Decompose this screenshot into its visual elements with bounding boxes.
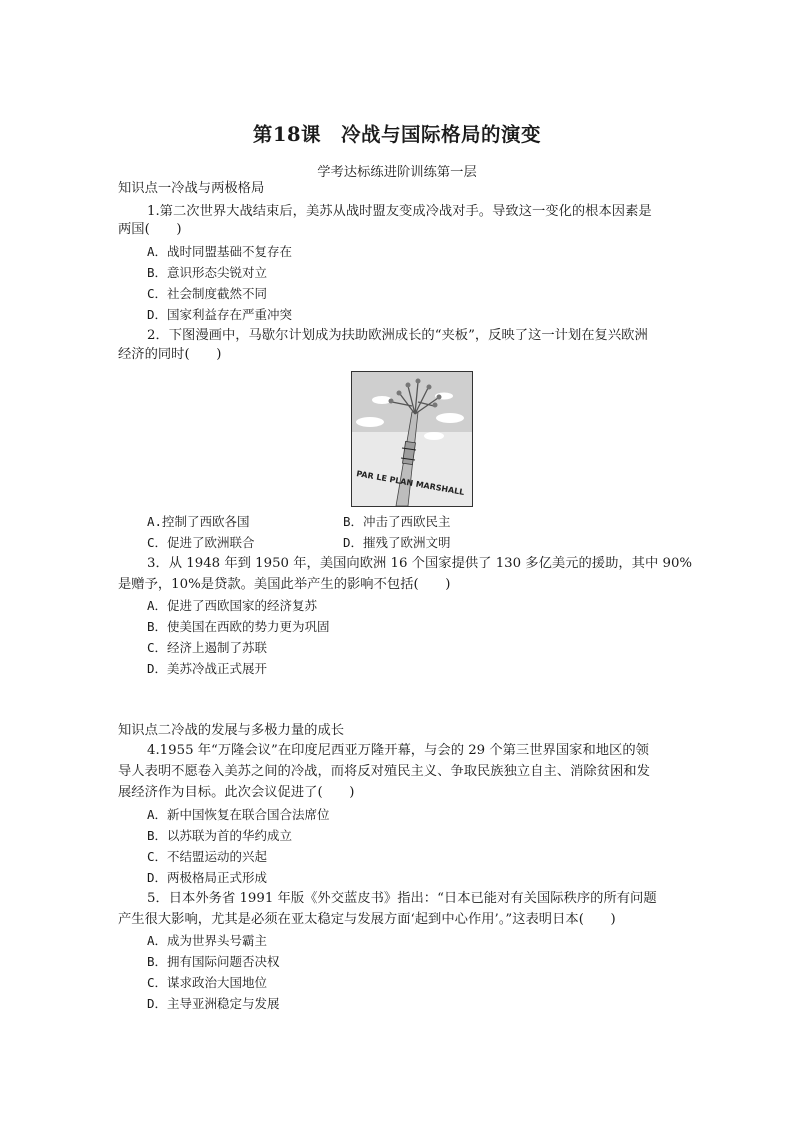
question-4-option-c[interactable]: C．不结盟运动的兴起 xyxy=(147,849,268,864)
cartoon-caption: PAR LE PLAN MARSHALL xyxy=(355,469,465,497)
question-2-text-cont: 经济的同时( ) xyxy=(118,347,222,362)
question-1-text-cont: 两国( ) xyxy=(118,222,182,237)
question-4-text-cont1: 导人表明不愿卷入美苏之间的冷战，而将反对殖民主义、争取民族独立自主、消除贫困和发 xyxy=(118,764,650,779)
question-4-text-cont2: 展经济作为目标。此次会议促进了( ) xyxy=(118,785,355,800)
question-3-text-cont: 是赠予，10%是贷款。美国此举产生的影响不包括( ) xyxy=(118,577,451,592)
question-5-option-b[interactable]: B．拥有国际问题否决权 xyxy=(147,954,280,969)
question-3-option-c[interactable]: C．经济上遏制了苏联 xyxy=(147,640,268,655)
question-1-option-a[interactable]: A．战时同盟基础不复存在 xyxy=(147,244,293,259)
question-2-option-a[interactable]: A.控制了西欧各国 xyxy=(147,514,250,529)
question-4-text: 4.1955 年“万隆会议”在印度尼西亚万隆开幕，与会的 29 个第三世界国家和地区的领 xyxy=(147,743,649,758)
question-4-option-b[interactable]: B．以苏联为首的华约成立 xyxy=(147,828,293,843)
question-5-option-d[interactable]: D．主导亚洲稳定与发展 xyxy=(147,996,280,1011)
question-2-option-d[interactable]: D．摧残了欧洲文明 xyxy=(343,535,451,550)
page-title: 第18课 冷战与国际格局的演变 xyxy=(252,123,542,146)
page-subtitle: 学考达标练进阶训练第一层 xyxy=(317,165,477,180)
question-5-option-c[interactable]: C．谋求政治大国地位 xyxy=(147,975,268,990)
question-5-text-cont: 产生很大影响，尤其是必须在亚太稳定与发展方面‘起到中心作用’。”这表明日本( ) xyxy=(118,912,616,927)
section-heading-2: 知识点二冷战的发展与多极力量的成长 xyxy=(118,723,345,738)
question-4-option-d[interactable]: D．两极格局正式形成 xyxy=(147,870,268,885)
question-2-option-b[interactable]: B．冲击了西欧民主 xyxy=(343,514,451,529)
question-3-text: 3．从 1948 年到 1950 年，美国向欧洲 16 个国家提供了 130 多亿美元的援助，其中 90% xyxy=(147,556,693,571)
question-2-text: 2．下图漫画中，马歇尔计划成为扶助欧洲成长的“夹板”，反映了这一计划在复兴欧洲 xyxy=(147,328,648,343)
question-3-option-b[interactable]: B．使美国在西欧的势力更为巩固 xyxy=(147,619,330,634)
marshall-plan-cartoon xyxy=(351,371,473,507)
question-3-option-a[interactable]: A．促进了西欧国家的经济复苏 xyxy=(147,598,318,613)
question-1-text: 1.第二次世界大战结束后，美苏从战时盟友变成冷战对手。导致这一变化的根本因素是 xyxy=(147,204,652,219)
question-1-option-b[interactable]: B．意识形态尖锐对立 xyxy=(147,265,268,280)
question-3-option-d[interactable]: D．美苏冷战正式展开 xyxy=(147,661,268,676)
question-4-option-a[interactable]: A．新中国恢复在联合国合法席位 xyxy=(147,807,330,822)
section-heading-1: 知识点一冷战与两极格局 xyxy=(118,181,265,196)
question-5-text: 5．日本外务省 1991 年版《外交蓝皮书》指出：“日本已能对有关国际秩序的所有问题 xyxy=(147,891,657,906)
question-2-option-c[interactable]: C．促进了欧洲联合 xyxy=(147,535,255,550)
question-5-option-a[interactable]: A．成为世界头号霸主 xyxy=(147,933,268,948)
question-1-option-d[interactable]: D．国家利益存在严重冲突 xyxy=(147,307,293,322)
question-1-option-c[interactable]: C．社会制度截然不同 xyxy=(147,286,268,301)
